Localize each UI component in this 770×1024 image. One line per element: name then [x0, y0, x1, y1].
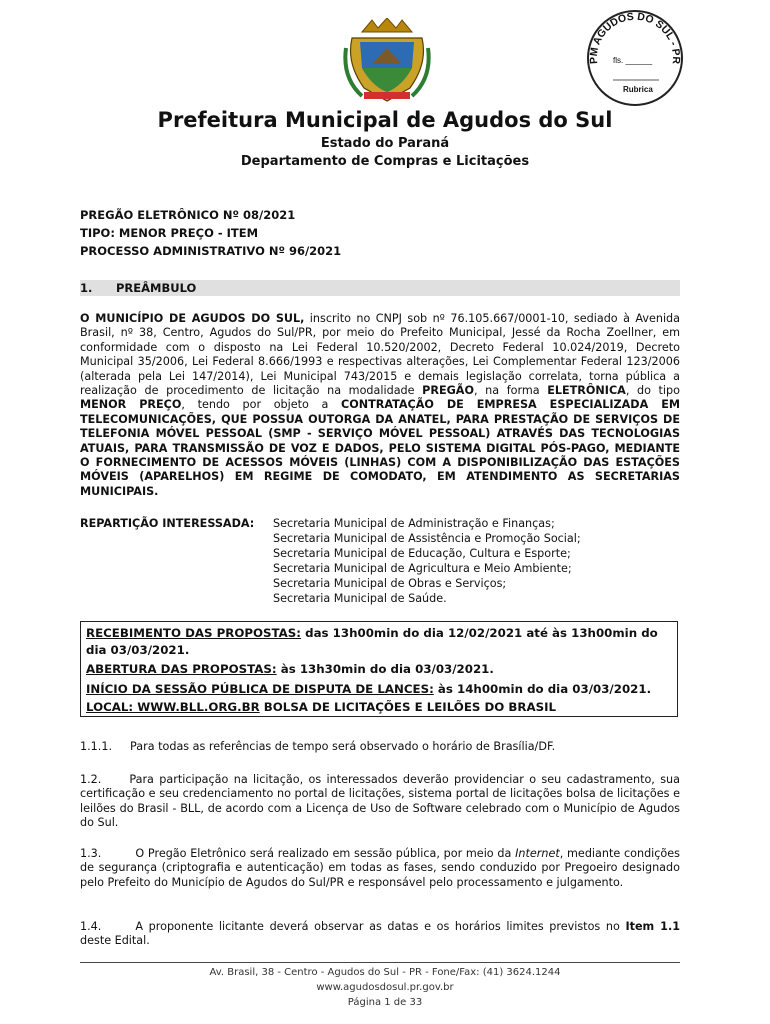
location: LOCAL: WWW.BLL.ORG.BR BOLSA DE LICITAÇÕES E LEILÕES DO BRASIL — [86, 700, 557, 714]
item-number: 1.1.1. — [80, 740, 113, 753]
municipal-crest-icon — [342, 18, 432, 103]
department-subtitle: Departamento de Compras e Licitações — [240, 154, 530, 169]
footer-divider — [80, 962, 680, 963]
bll-link[interactable]: LOCAL: WWW.BLL.ORG.BR — [86, 700, 260, 714]
department-item: Secretaria Municipal de Administração e Finanças; — [273, 517, 555, 530]
department-item: Secretaria Municipal de Agricultura e Meio Ambiente; — [273, 562, 572, 575]
municipality-name: O MUNICÍPIO DE AGUDOS DO SUL, — [80, 312, 305, 325]
preamble-paragraph: O MUNICÍPIO DE AGUDOS DO SUL, inscrito no CNPJ sob nº 76.105.667/0001-10, sediado à Avenida Brasil, nº 38, Centro, Agudos do Sul/PR, por meio do Prefeito Municipal, Jessé da Rocha Zoellner, em conformidade com o disposto na Lei Federal 10.520/2002, Decreto Federal 10.024/2019, Decreto Municipal 35/2006, Lei Federal 8.666/1993 e respectivas alterações, Lei Complementar Federal 123/2006 (alterada pela Lei 147/2014), Lei Municipal 743/2015 e demais legislação correlata, torna pública a realização de procedimento de licitação na modalidade PREGÃO, na forma ELETRÔNICA, do tipo MENOR PREÇO, tendo por objeto a CONTRATAÇÃO DE EMPRESA ESPECIALIZADA EM TELECOMUNICAÇÕES, QUE POSSUA OUTORGA DA ANATEL, PARA PRESTAÇÃO DE SERVIÇOS DE TELEFONIA MÓVEL PESSOAL (SMP - SERVIÇO MÓVEL PESSOAL) ATRAVÉS DAS TECNOLOGIAS ATUAIS, PARA TRANSMISSÃO DE VOZ E DADOS, PELO SISTEMA DIGITAL PÓS-PAGO, MEDIANTE O FORNECIMENTO DE ACESSOS MÓVEIS (LINHAS) COM A DISPONIBILIZAÇÃO DAS ESTAÇÕES MÓVEIS (APARELHOS) EM REGIME DE COMODATO, EM ATENDIMENTO AS SECRETARIAS MUNICIPAIS. — [80, 312, 681, 498]
bidding-session-start: INÍCIO DA SESSÃO PÚBLICA DE DISPUTA DE LANCES: às 14h00min do dia 03/03/2021. — [86, 682, 652, 696]
state-subtitle: Estado do Paraná — [320, 136, 450, 151]
protocol-stamp — [585, 8, 685, 108]
stamp-fls: fls. ______ — [613, 56, 653, 65]
footer-address: Av. Brasil, 38 - Centro - Agudos do Sul - PR - Fone/Fax: (41) 3624.1244 — [209, 967, 561, 978]
department-item: Secretaria Municipal de Educação, Cultura e Esporte; — [273, 547, 571, 560]
department-item: Secretaria Municipal de Assistência e Promoção Social; — [273, 532, 581, 545]
stamp-rubrica: Rubrica — [623, 85, 653, 94]
proposals-receipt: RECEBIMENTO DAS PROPOSTAS: das 13h00min do dia 12/02/2021 até às 13h00min do — [86, 626, 658, 640]
section-number: 1. — [80, 281, 93, 295]
footer-page-number: Página 1 de 33 — [347, 997, 423, 1008]
item-1-2: 1.2. Para participação na licitação, os interessados deverão providenciar o seu cadastramento, sua certificação e seu credenciamento no portal de licitações, sistema portal de licitações bolsa de licitações e leilões do Brasil - BLL, de acordo com a Licença de Uso de Software celebrado com o Município de Agudos do Sul. — [80, 773, 680, 830]
item-1-4: 1.4. A proponente licitante deverá observar as datas e os horários limites previstos no Item 1.1 deste Edital. — [80, 920, 680, 948]
auction-number: PREGÃO ELETRÔNICO Nº 08/2021 — [80, 208, 296, 222]
org-title: Prefeitura Municipal de Agudos do Sul — [157, 108, 613, 132]
interested-department-label: REPARTIÇÃO INTERESSADA: — [80, 517, 255, 530]
auction-type: TIPO: MENOR PREÇO - ITEM — [80, 226, 259, 240]
footer-website[interactable]: www.agudosdosul.pr.gov.br — [316, 982, 454, 993]
proposals-opening: ABERTURA DAS PROPOSTAS: às 13h30min do dia 03/03/2021. — [86, 662, 494, 676]
section-heading-preamble — [80, 280, 680, 296]
item-1-1-1-text: Para todas as referências de tempo será observado o horário de Brasília/DF. — [130, 740, 556, 753]
contract-object: CONTRATAÇÃO DE EMPRESA ESPECIALIZADA EM TELECOMUNICAÇÕES, QUE POSSUA OUTORGA DA ANATEL, PARA PRESTAÇÃO DE SERVIÇOS DE TELEFONIA MÓVEL PESSOAL (SMP - SERVIÇO MÓVEL PESSOAL) ATRAVÉS DAS TECNOLOGIAS ATUAIS, PARA TRANSMISSÃO DE VOZ E DADOS, PELO SISTEMA DIGITAL PÓS-PAGO, MEDIANTE O FORNECIMENTO DE ACESSOS MÓVEIS (LINHAS) COM A DISPONIBILIZAÇÃO DAS ESTAÇÕES MÓVEIS (APARELHOS) EM REGIME DE COMODATO, EM ATENDIMENTO AS SECRETARIAS MUNICIPAIS. — [80, 398, 680, 498]
stamp-arc-text: PM AGUDOS DO SUL - PR — [587, 10, 683, 65]
department-item: Secretaria Municipal de Obras e Serviços; — [273, 577, 507, 590]
department-item: Secretaria Municipal de Saúde. — [273, 592, 447, 605]
proposals-receipt-cont: dia 03/03/2021. — [86, 643, 190, 657]
process-number: PROCESSO ADMINISTRATIVO Nº 96/2021 — [80, 244, 342, 258]
item-1-3: 1.3. O Pregão Eletrônico será realizado em sessão pública, por meio da Internet, mediante condições de segurança (criptografia e autenticação) em todas as fases, sendo conduzido por Pregoeiro designado pelo Prefeito do Município de Agudos do Sul/PR e responsável pelo processamento e julgamento. — [80, 847, 680, 889]
section-title: PREÂMBULO — [116, 281, 197, 295]
